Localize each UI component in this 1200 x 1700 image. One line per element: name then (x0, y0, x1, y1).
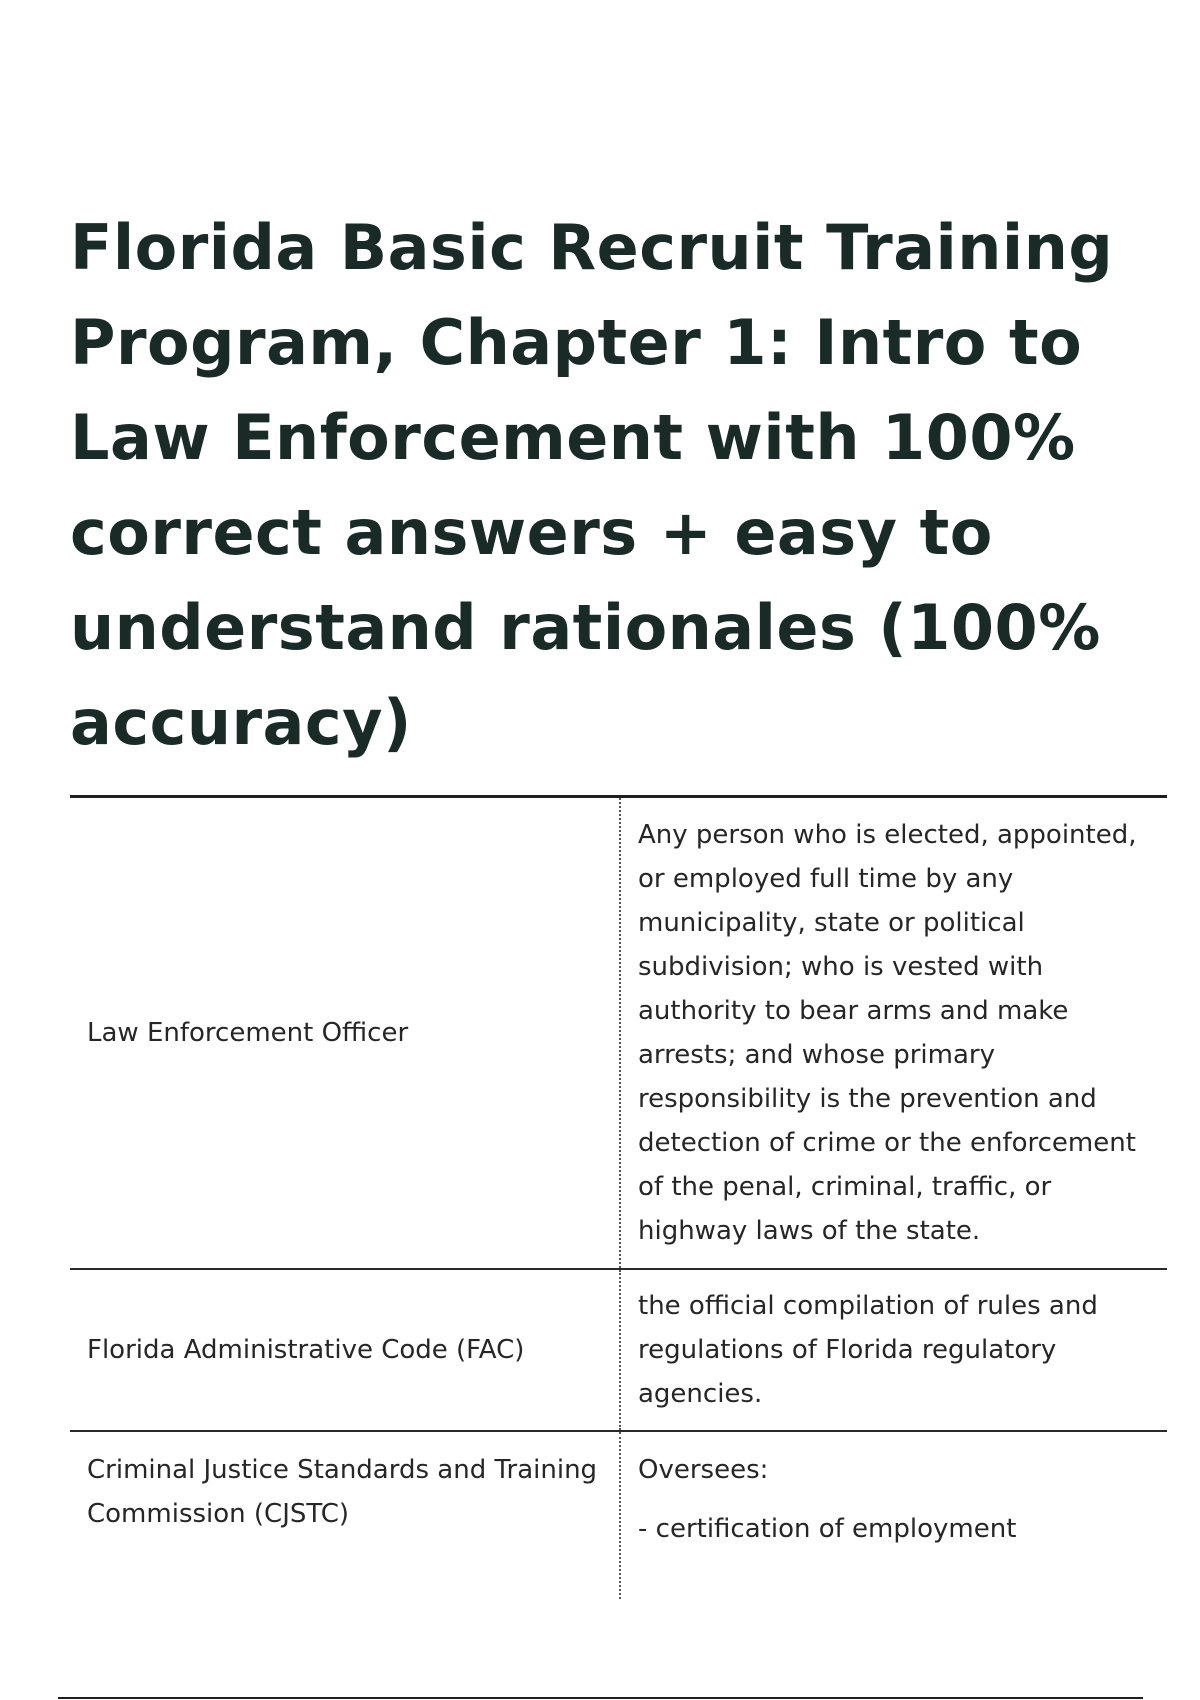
definition-cell: Any person who is elected, appointed, or employed full time by any municipality, state or political subdivision; who is vested with authority to bear arms and make arrests; and whose primary responsibility is the prevention and detection of crime or the enforcement of the penal, criminal, traffic, or highway laws of the state. (620, 797, 1167, 1269)
definition-cell: the official compilation of rules and regulations of Florida regulatory agencies. (620, 1269, 1167, 1431)
term-cell: Florida Administrative Code (FAC) (70, 1269, 620, 1431)
definition-cell (620, 1431, 1167, 1599)
term-cell: Criminal Justice Standards and Training Commission (CJSTC) (87, 1454, 598, 1529)
term-cell: Law Enforcement Officer (70, 797, 620, 1269)
definition-intro: Oversees: (638, 1454, 769, 1485)
table-row (70, 797, 1167, 1269)
terms-table (70, 795, 1167, 1599)
definition-list-item: - certification of employment (638, 1513, 1017, 1544)
table-row (70, 1431, 1167, 1599)
table-row (70, 1269, 1167, 1431)
page-divider (58, 1697, 1143, 1699)
document-title: Florida Basic Recruit Training Program, Chapter 1: Intro to Law Enforcement with 100% correct answers + easy to understand rationales (100% accuracy) (70, 211, 1114, 759)
